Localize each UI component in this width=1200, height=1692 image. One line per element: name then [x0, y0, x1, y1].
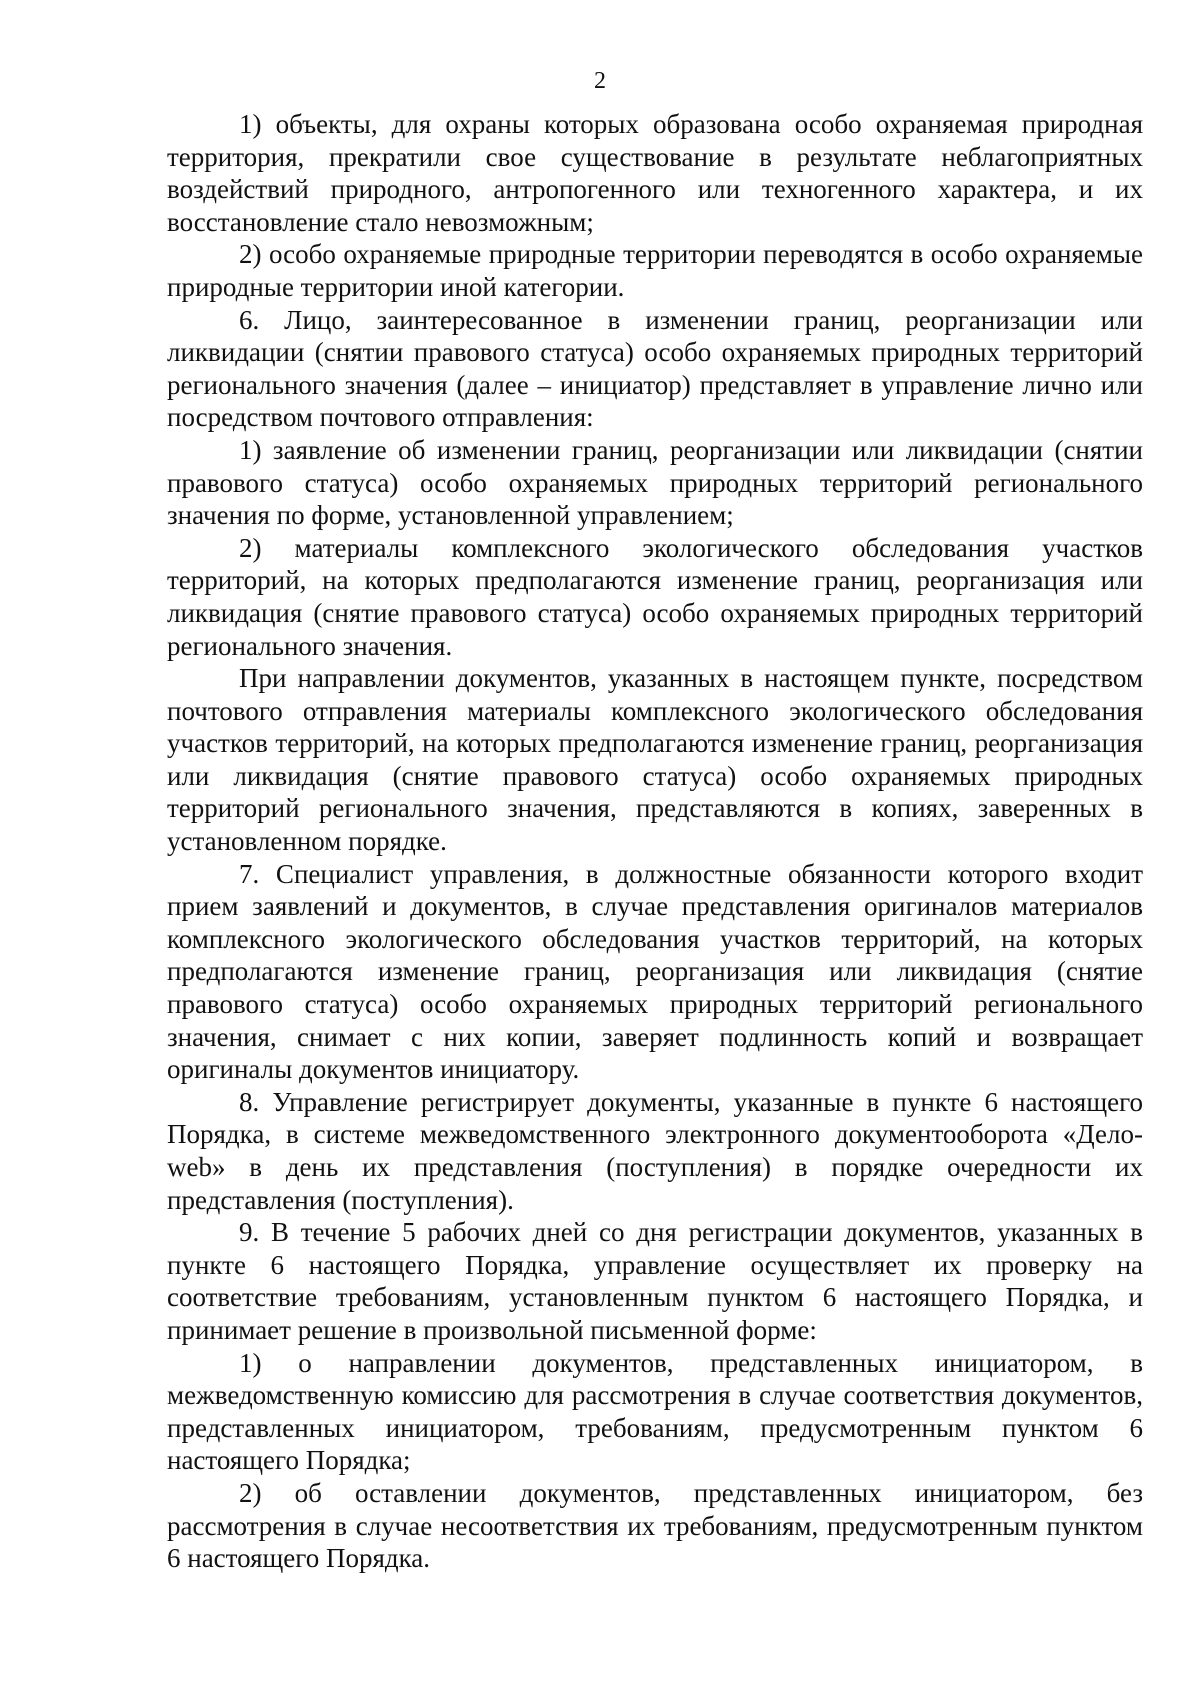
paragraph-item-1-objects: 1) объекты, для охраны которых образована особо охраняемая природная территория, прекратили свое существование в результате неблагоприятных воздействий природного, антропогенного или техногенного характера, и их восстановление стало невозможным;	[167, 109, 1143, 237]
document-body	[167, 108, 1143, 1575]
paragraph-section-8: 8. Управление регистрирует документы, указанные в пункте 6 настоящего Порядка, в системе межведомственного электронного документооборота «Дело-web» в день их представления (поступления) в порядке очередности их представления (поступления).	[167, 1086, 1143, 1215]
paragraph-item-2-category-transfer: 2) особо охраняемые природные территории переводятся в особо охраняемые природные территории иной категории.	[167, 239, 1143, 302]
paragraph-postal-copies: При направлении документов, указанных в настоящем пункте, посредством почтового отправления материалы комплексного экологического обследования участков территорий, на которых предполагаются изменение границ, реорганизация или ликвидация (снятие правового статуса) особо охраняемых природных территорий регионального значения, представляются в копиях, заверенных в установленном порядке.	[167, 663, 1143, 857]
paragraph-section-6: 6. Лицо, заинтересованное в изменении границ, реорганизации или ликвидации (снятии правового статуса) особо охраняемых природных территорий регионального значения (далее – инициатор) представляет в управление лично или посредством почтового отправления:	[167, 304, 1143, 433]
paragraph-section-6-item-1: 1) заявление об изменении границ, реорганизации или ликвидации (снятии правового статуса) особо охраняемых природных территорий регионального значения по форме, установленной управлением;	[167, 434, 1143, 531]
paragraph-section-9-item-1: 1) о направлении документов, представленных инициатором, в межведомственную комиссию для рассмотрения в случае соответствия документов, представленных инициатором, требованиям, предусмотренным пунктом 6 настоящего Порядка;	[167, 1347, 1143, 1476]
paragraph-section-7: 7. Специалист управления, в должностные обязанности которого входит прием заявлений и документов, в случае представления оригиналов материалов комплексного экологического обследования участков территорий, на которых предполагаются изменение границ, реорганизация или ликвидация (снятие правового статуса) особо охраняемых природных территорий регионального значения, снимает с них копии, заверяет подлинность копий и возвращает оригиналы документов инициатору.	[167, 858, 1143, 1085]
paragraph-section-6-item-2: 2) материалы комплексного экологического обследования участков территорий, на которых предполагаются изменение границ, реорганизация или ликвидация (снятие правового статуса) особо охраняемых природных территорий регионального значения.	[167, 532, 1143, 661]
paragraph-section-9-item-2: 2) об оставлении документов, представленных инициатором, без рассмотрения в случае несоответствия их требованиям, предусмотренным пунктом 6 настоящего Порядка.	[167, 1477, 1143, 1574]
page-number: 2	[594, 68, 606, 94]
paragraph-section-9: 9. В течение 5 рабочих дней со дня регистрации документов, указанных в пункте 6 настоящего Порядка, управление осуществляет их проверку на соответствие требованиям, установленным пунктом 6 настоящего Порядка, и принимает решение в произвольной письменной форме:	[167, 1217, 1143, 1345]
